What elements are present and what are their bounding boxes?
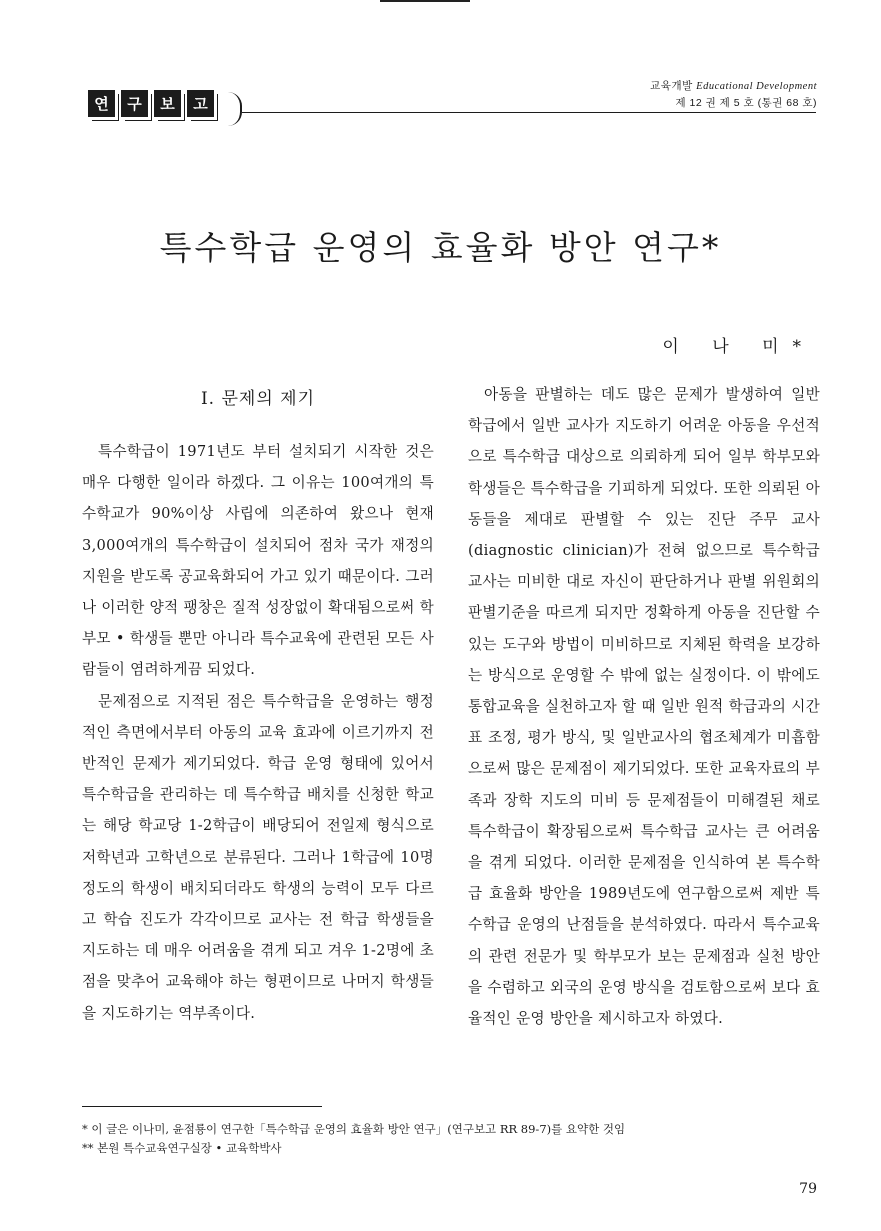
body-paragraph: 아동을 판별하는 데도 많은 문제가 발생하여 일반 학급에서 일반 교사가 지도하기 어려운 아동을 우선적으로 특수학급 대상으로 의뢰하게 되어 일부 학부모와 학생들은 특수학급을 기피하게 되었다. 또한 의뢰된 아동들을 제대로 판별할 수 있는 진단 주무 교사(diagnostic clinician)가 전혀 없으므로 특수학급 교사는 미비한 대로 자신이 판단하거나 판별 위원회의 판별기준을 따르게 되지만 정확하게 아동을 진단할 수 있는 도구와 방법이 미비하므로 지체된 학력을 보강하는 방식으로 운영할 수 밖에 없는 실정이다. 이 밖에도 통합교육을 실천하고자 할 때 일반 원적 학급과의 시간표 조정, 평가 방식, 및 일반교사의 협조체계가 미흡함으로써 많은 문제점이 제기되었다. 또한 교육자료의 부족과 장학 지도의 미비 등 문제점들이 미해결된 채로 특수학급이 확장됨으로써 특수학급 교사는 큰 어려움을 겪게 되었다. 이러한 문제점을 인식하여 본 특수학급 효율화 방안을 1989년도에 연구함으로써 제반 특수학급 운영의 난점들을 분석하였다. 따라서 특수교육의 관련 전문가 및 학부모가 보는 문제점과 실천 방안을 수렴하고 외국의 운영 방식을 검토함으로써 보다 효율적인 운영 방안을 제시하고자 하였다. <box>468 386 820 1028</box>
section-label-bracket <box>228 92 242 126</box>
body-paragraph: 특수학급이 1971년도 부터 설치되기 시작한 것은 매우 다행한 일이라 하겠다. 그 이유는 100여개의 특수학교가 90%이상 사립에 의존하여 왔으나 현재 3,000여개의 특수학급이 설치되어 점차 국가 재정의 지원을 받도록 공교육화되어 가고 있기 때문이다. 그러나 이러한 양적 팽창은 질적 성장없이 확대됨으로써 학부모 • 학생들 뿐만 아니라 특수교육에 관련된 모든 사람들이 염려하게끔 되었다. <box>82 443 434 679</box>
article-title: 특수학급 운영의 효율화 방안 연구* <box>159 228 722 267</box>
author-name: 이 나 미* <box>662 337 815 357</box>
page-number: 79 <box>799 1181 817 1197</box>
section-label-char: 연 <box>88 90 115 117</box>
footnote: ** 본원 특수교육연구실장 • 교육학박사 <box>82 1141 282 1155</box>
section-label <box>88 90 220 117</box>
body-paragraph: 문제점으로 지적된 점은 특수학급을 운영하는 행정적인 측면에서부터 아동의 교육 효과에 이르기까지 전반적인 문제가 제기되었다. 학급 운영 형태에 있어서 특수학급을 관리하는 데 특수학급 배치를 신청한 학교는 해당 학교당 1-2학급이 배당되어 전일제 형식으로 저학년과 고학년으로 분류된다. 그러나 1학급에 10명 정도의 학생이 배치되더라도 학생의 능력이 모두 다르고 학습 진도가 각각이므로 교사는 전 학급 학생들을 지도하는 데 매우 어려움을 겪게 되고 겨우 1-2명에 초점을 맞추어 교육해야 하는 형편이므로 나머지 학생들을 지도하기는 역부족이다. <box>82 692 434 1022</box>
journal-name-en: Educational Development <box>696 81 817 92</box>
journal-info <box>650 78 817 112</box>
right-column <box>468 379 820 1034</box>
footnotes <box>82 1120 822 1158</box>
top-rule <box>380 0 470 2</box>
section-label-char: 고 <box>187 90 214 117</box>
footnote: * 이 글은 이나미, 윤점룡이 연구한「특수학급 운영의 효율화 방안 연구」(연구보고 RR 89-7)를 요약한 것임 <box>82 1122 626 1136</box>
journal-name-ko: 교육개발 <box>650 80 693 92</box>
section-label-char: 보 <box>154 90 181 117</box>
footnote-rule <box>82 1106 322 1107</box>
section-heading: I. 문제의 제기 <box>200 389 316 409</box>
journal-name <box>650 78 817 95</box>
section-label-char: 구 <box>121 90 148 117</box>
left-column <box>82 436 434 1029</box>
journal-issue: 제 12 권 제 5 호 (통권 68 호) <box>675 97 817 109</box>
header-rule <box>242 112 816 113</box>
